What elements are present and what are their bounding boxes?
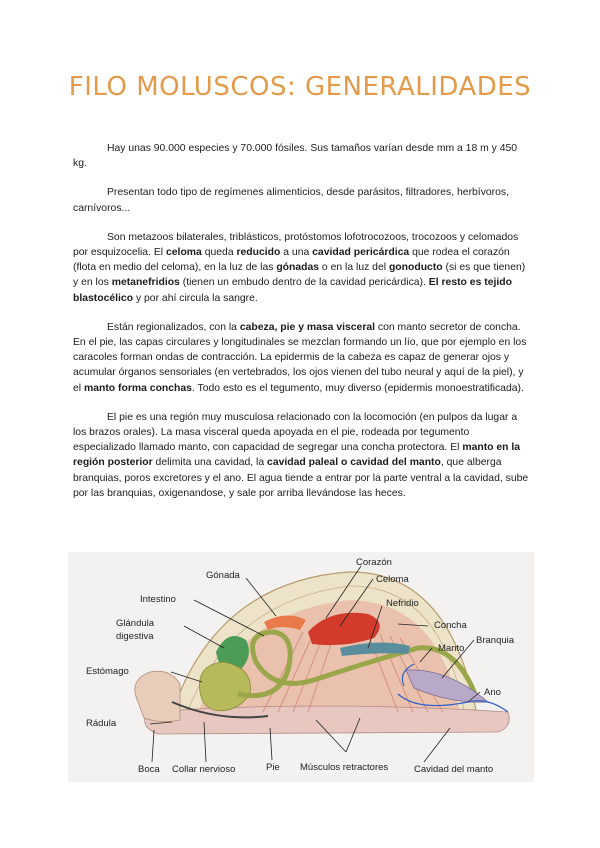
label-boca: Boca	[138, 764, 160, 775]
label-celoma: Celoma	[376, 574, 409, 585]
mollusc-diagram	[68, 552, 534, 782]
label-nefridio: Nefridio	[386, 598, 419, 609]
label-estomago: Estómago	[86, 666, 129, 677]
label-gonada: Gónada	[206, 570, 240, 581]
text-run: y por ahí circula la sangre.	[133, 292, 258, 304]
bold-text: cavidad pericárdica	[312, 247, 410, 259]
text-run: Están regionalizados, con la	[107, 321, 240, 333]
text-run: Son metazoos bilaterales, triblásticos, protóstomos lofotrocozoos, trocozoos y celomados por esquizocelia. El	[73, 231, 519, 259]
text-run: Presentan todo tipo de regímenes alimenticios, desde parásitos, filtradores, herbívoros, carnívoros...	[73, 187, 509, 214]
text-run: Hay unas 90.000 especies y 70.000 fósiles. Sus tamaños varían desde mm a 18 m y 450 kg.	[73, 143, 518, 170]
bold-text: reducido	[236, 247, 281, 259]
document-body	[73, 141, 531, 515]
head-shape	[135, 671, 180, 721]
text-run: El pie es una región muy musculosa relacionado con la locomoción (en pulpos da lugar a los brazos orales). La masa visceral queda apoyada en el pie, rodeada por tegumento especializado llamado manto, con capacidad de segregar una concha protectora. El	[73, 411, 518, 454]
text-run: (si es que tienen) y en los	[73, 262, 526, 289]
bold-text: metanefridios	[111, 277, 180, 289]
text-run: o en la luz del	[319, 262, 389, 274]
label-glandula: Glándula	[116, 618, 155, 629]
text-run: con manto secretor de concha. En el pie, las capas circulares y longitudinales se mezclan formando un lío, que por ejemplo en los caracoles forman ondas de contracción. La epidermis de la cabeza es capaz de generar ojos y acumular órganos sensoriales (en vertebrados, los ojos vienen del tubo neural y aquí de la piel), y el	[73, 321, 527, 394]
paragraph	[73, 410, 531, 501]
label-pie: Pie	[266, 762, 280, 773]
bold-text: El resto es tejido blastocélico	[73, 277, 512, 304]
label-collar: Collar nervioso	[172, 764, 236, 775]
label-digestiva: digestiva	[116, 631, 154, 642]
label-manto: Manto	[438, 643, 465, 654]
text-run: . Todo esto es el tegumento, muy diverso (epidermis monoestratificada).	[191, 382, 524, 394]
bold-text: gonoducto	[388, 262, 443, 274]
text-run: que rodea el corazón (flota en medio del celoma), en la luz de las	[73, 247, 510, 274]
bold-text: manto forma conchas	[83, 382, 192, 394]
foot-shape	[145, 706, 510, 734]
text-run: , que alberga branquias, poros excretores y el ano. El agua tiende a entrar por la parte ventral a la cavidad, sube por las branquias, oxigenandose, y sale por arriba llevándose las heces.	[73, 457, 529, 499]
paragraph	[73, 230, 531, 306]
label-ano: Ano	[484, 687, 501, 698]
paragraph	[73, 141, 531, 171]
bold-text: celoma	[166, 247, 202, 259]
label-concha: Concha	[434, 620, 467, 631]
text-run: (tienen un embudo dentro de la cavidad pericárdica).	[179, 277, 429, 289]
mollusc-anatomy-figure	[68, 552, 534, 782]
text-run: a una	[280, 247, 313, 259]
label-radula: Rádula	[86, 718, 117, 729]
text-run: queda	[201, 247, 237, 259]
bold-text: cavidad paleal o cavidad del manto	[267, 457, 441, 469]
bold-text: manto en la región posterior	[73, 442, 521, 469]
label-musculos: Músculos retractores	[300, 762, 389, 773]
paragraph	[73, 185, 531, 215]
bold-text: gónadas	[276, 262, 320, 274]
page-title: FILO MOLUSCOS: GENERALIDADES	[68, 72, 532, 102]
bold-text: cabeza, pie y masa visceral	[239, 321, 376, 333]
label-cavidad: Cavidad del manto	[414, 764, 494, 775]
label-intestino: Intestino	[140, 594, 176, 605]
paragraph	[73, 320, 531, 396]
label-branquia: Branquia	[476, 635, 515, 646]
label-corazon: Corazón	[356, 557, 392, 568]
text-run: delimita una cavidad, la	[152, 457, 268, 469]
